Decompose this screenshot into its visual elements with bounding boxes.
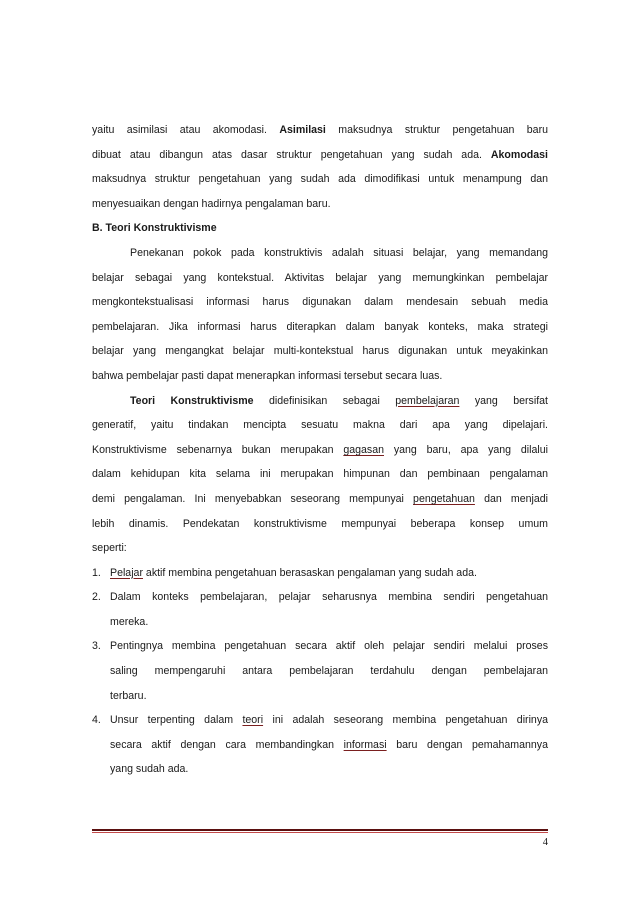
- text-span: aktif membina pengetahuan berasaskan pengalaman yang sudah ada.: [142, 566, 477, 579]
- text-line: Dalam konteks pembelajaran, pelajar seharusnya membina sendiri pengetahuan: [110, 591, 548, 604]
- text-span: secara aktif dengan cara membandingkan: [110, 738, 344, 751]
- text-line: menyesuaikan dengan hadirnya pengalaman baru.: [92, 197, 331, 210]
- text-line: [92, 118, 548, 143]
- text-span: didefinisikan sebagai: [253, 394, 396, 407]
- text-line: Penekanan pokok pada konstruktivis adalah situasi belajar, yang memandang: [130, 246, 548, 259]
- page-content: [92, 118, 548, 782]
- text-span: demi pengalaman. Ini menyebabkan seseorang mempunyai: [92, 492, 414, 505]
- list-item: [92, 634, 548, 708]
- footer-rule: [92, 829, 548, 831]
- text-line: belajar yang mengangkat belajar multi-kontekstual harus digunakan untuk meyakinkan: [92, 345, 548, 358]
- link-pelajar[interactable]: Pelajar: [110, 566, 143, 579]
- text-line: seperti:: [92, 542, 127, 555]
- bold-term-asimilasi: Asimilasi: [279, 124, 326, 136]
- text-line: saling mempengaruhi antara pembelajaran terdahulu dengan pembelajaran: [110, 665, 548, 678]
- text-span: yang baru, apa yang dilalui: [383, 443, 548, 456]
- link-pengetahuan[interactable]: pengetahuan: [413, 492, 475, 505]
- paragraph-asimilasi: [92, 118, 548, 216]
- text-line: [110, 708, 548, 733]
- link-teori[interactable]: teori: [242, 714, 264, 727]
- text-line: Pentingnya membina pengetahuan secara aktif oleh pelajar sendiri melalui proses: [110, 640, 548, 653]
- list-item: [92, 708, 548, 782]
- concept-list: [92, 561, 548, 782]
- text-span: Unsur terpenting dalam: [110, 714, 243, 727]
- page-number: 4: [542, 837, 548, 848]
- paragraph-penekanan: [92, 241, 548, 389]
- text-line: [92, 389, 548, 414]
- text-span: dibuat atau dibangun atas dasar struktur pengetahuan yang sudah ada.: [92, 148, 491, 161]
- text-line: mengkontekstualisasi informasi harus digunakan dalam mendesain sebuah media: [92, 296, 548, 309]
- list-number: 4.: [92, 714, 101, 727]
- text-span: yaitu asimilasi atau akomodasi.: [92, 124, 280, 136]
- link-pembelajaran[interactable]: pembelajaran: [395, 394, 460, 407]
- list-item: [92, 585, 548, 634]
- bold-term-akomodasi: Akomodasi: [490, 148, 548, 161]
- text-line: dalam kehidupan kita selama ini merupakan himpunan dan pembinaan pengalaman: [92, 468, 548, 481]
- text-line: terbaru.: [110, 689, 147, 702]
- text-line: maksudnya struktur pengetahuan yang sudah ada dimodifikasi untuk menampung dan: [92, 173, 548, 186]
- text-line: belajar sebagai yang kontekstual. Aktivitas belajar yang memungkinkan pembelajar: [92, 271, 548, 284]
- text-line: yang sudah ada.: [110, 763, 189, 776]
- text-line: [110, 561, 548, 586]
- list-number: 2.: [92, 591, 101, 604]
- text-line: generatif, yaitu tindakan mencipta sesuatu makna dari apa yang dipelajari.: [92, 419, 548, 432]
- text-line: [110, 733, 548, 758]
- footer-rule-accent: [92, 832, 548, 833]
- text-line: bahwa pembelajar pasti dapat menerapkan informasi tersebut secara luas.: [92, 369, 443, 382]
- text-line: lebih dinamis. Pendekatan konstruktivisme mempunyai beberapa konsep umum: [92, 517, 548, 530]
- text-span: dan menjadi: [474, 492, 548, 505]
- text-span: ini adalah seseorang membina pengetahuan dirinya: [263, 714, 549, 727]
- list-item: [92, 561, 548, 586]
- text-span: yang bersifat: [459, 394, 548, 407]
- link-informasi[interactable]: informasi: [343, 738, 387, 751]
- paragraph-teori-konstruktivisme: [92, 389, 548, 561]
- link-gagasan[interactable]: gagasan: [343, 443, 384, 456]
- list-number: 1.: [92, 566, 101, 579]
- text-span: Konstruktivisme sebenarnya bukan merupakan: [92, 443, 344, 456]
- bold-term-teori-konstruktivisme: Teori Konstruktivisme: [130, 394, 254, 407]
- text-line: [92, 143, 548, 168]
- text-line: pembelajaran. Jika informasi harus diterapkan dalam banyak konteks, maka strategi: [92, 320, 548, 333]
- text-line: [92, 487, 548, 512]
- list-number: 3.: [92, 640, 101, 653]
- text-span: baru dengan pemahamannya: [386, 738, 548, 751]
- text-line: [92, 438, 548, 463]
- text-line: mereka.: [110, 615, 149, 628]
- section-heading: B. Teori Konstruktivisme: [92, 222, 217, 235]
- text-span: maksudnya struktur pengetahuan baru: [325, 124, 548, 136]
